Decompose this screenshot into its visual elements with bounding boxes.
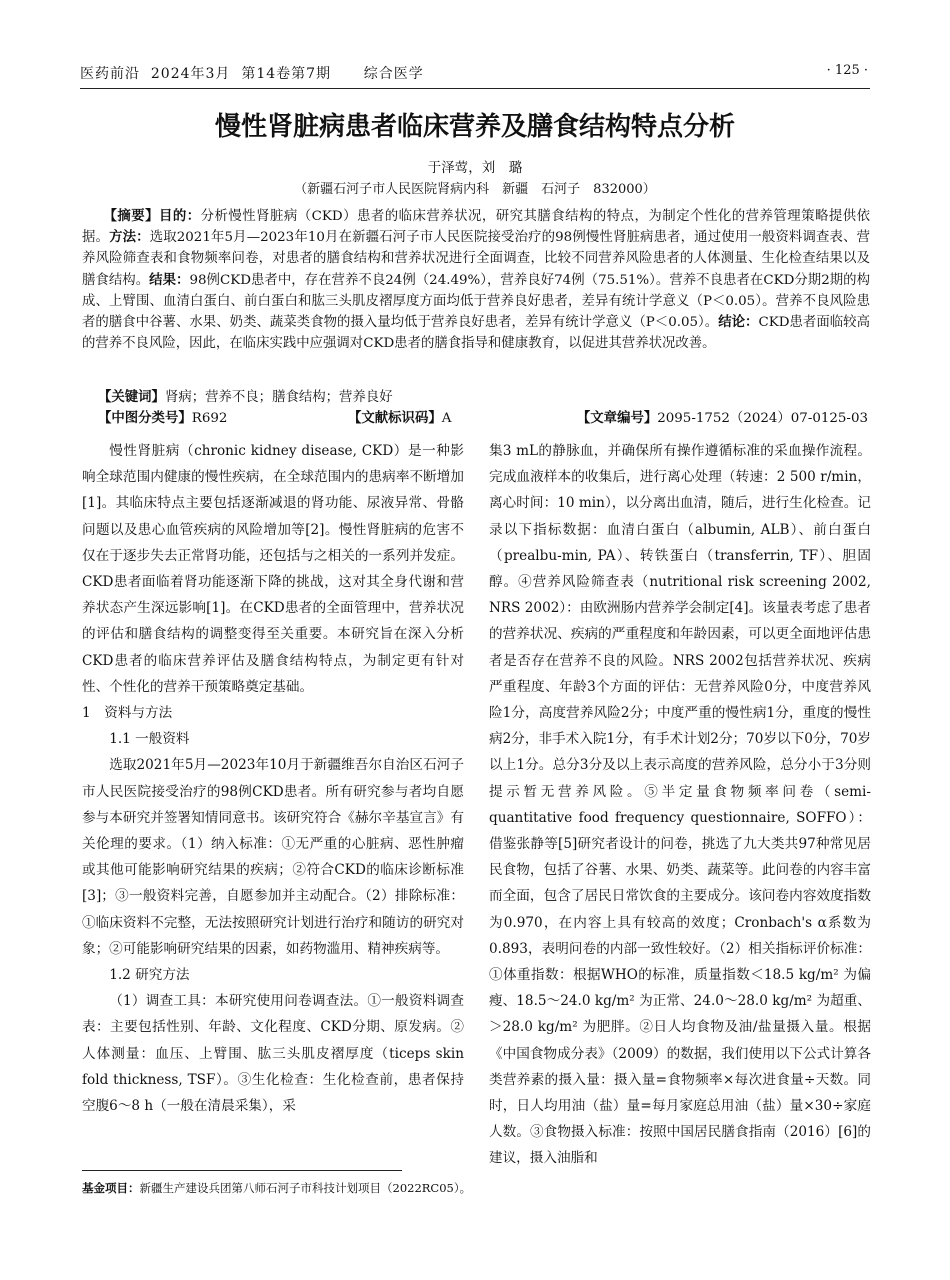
section-heading: 1 资料与方法 [82, 705, 173, 722]
body-paragraph: 集3 mL的静脉血，并确保所有操作遵循标准的采血操作流程。完成血液样本的收集后，进行离心处理（转速：2 500 r/min，离心时间：10 min），以分离出血清，随后，进行生化检查。记录以下指标数据：血清白蛋白（albumin, ALB）、前白蛋白（prealbu-min, PA）、转铁蛋白（transferrin, TF）、胆固醇。④营养风险筛查表（nutritional risk screening 2002, NRS 2002）：由欧洲肠内营养学会制定[4]。该量表考虑了患者的营养状况、疾病的严重程度和年龄因素，可以更全面地评估患者是否存在营养不良的风险。NRS 2002包括营养状况、疾病严重程度、年龄3个方面的评估：无营养风险0分，中度营养风险1分，高度营养风险2分；中度严重的慢性病1分，重度的慢性病2分，非手术入院1分，有手术计划2分；70岁以下0分，70岁以上1分。总分3分及以上表示高度的营养风险，总分小于3分则提示暂无营养风险。⑤半定量食物频率问卷（semi-quantitative food frequency questionnaire, SOFFO）：借鉴张静等[5]研究者设计的问卷，挑选了九大类共97种常见居民食物，包括了谷薯、水果、奶类、蔬菜等。此问卷的内容丰富而全面，包含了居民日常饮食的主要成分。该问卷内容效度指数为0.970，在内容上具有较高的效度；Cronbach's α系数为0.893，表明问卷的内部一致性较好。（2）相关指标评价标准：①体重指数：根据WHO的标准，质量指数＜18.5 kg/m² 为偏瘦、18.5～24.0 kg/m² 为正常、24.0～28.0 kg/m² 为超重、＞28.0 kg/m² 为肥胖。②日人均食物及油/盐量摄入量。根据《中国食物成分表》（2009）的数据，我们使用以下公式计算各类营养素的摄入量：摄入量=食物频率×每次进食量÷天数。同时，日人均用油（盐）量=每月家庭总用油（盐）量×30÷家庭人数。③食物摄入标准：按照中国居民膳食指南（2016）[6]的建议，摄入油脂和 [489, 443, 871, 1167]
article-label: 【文章编号】 [576, 410, 658, 426]
keywords-text: 肾病；营养不良；膳食结构；营养良好 [164, 390, 393, 405]
clc-label: 【中图分类号】 [98, 410, 192, 426]
doc-code [348, 407, 451, 426]
doc-label: 【文献标识码】 [348, 410, 442, 426]
subsection-heading: 1.1 一般资料 [109, 731, 190, 748]
intro-paragraph: 慢性肾脏病（chronic kidney disease, CKD）是一种影响全球范围内健康的慢性疾病，在全球范围内的患病率不断增加[1]。其临床特点主要包括逐渐减退的肾功能、尿液异常、骨骼问题以及患心血管疾病的风险增加等[2]。慢性肾脏病的危害不仅在于逐步失去正常肾功能，还包括与之相关的一系列并发症。CKD患者面临着肾功能逐渐下降的挑战，这对其全身代谢和营养状态产生深远影响[1]。在CKD患者的全面管理中，营养状况的评估和膳食结构的调整变得至关重要。本研究旨在深入分析CKD患者的临床营养评估及膳食结构特点，为制定更有针对性、个性化的营养干预策略奠定基础。 [82, 443, 464, 695]
abstract-methods: 选取2021年5月—2023年10月在新疆石河子市人民医院接受治疗的98例慢性肾脏病患者，通过使用一般资料调查表、营养风险筛查表和食物频率问卷，对患者的膳食结构和营养状况进行全面调查，比较不同营养风险患者的人体测量、生化检查结果以及膳食结构。 [82, 230, 870, 288]
abstract [82, 206, 870, 354]
page-number: · 125 · [826, 63, 868, 78]
subsection-heading: 1.2 研究方法 [109, 967, 190, 984]
abstract-label: 【摘要】 [103, 208, 159, 224]
article-value: 2095-1752（2024）07-0125-03 [657, 411, 868, 426]
funding-text: 新疆生产建设兵团第八师石河子市科技计划项目（2022RC05）。 [139, 1181, 472, 1195]
body-paragraph: （1）调查工具：本研究使用问卷调查法。①一般资料调查表：主要包括性别、年龄、文化程度、CKD分期、原发病。②人体测量：血压、上臂围、肱三头肌皮褶厚度（ticeps skin fold thickness, TSF）。③生化检查：生化检查前，患者保持空腹6～8 h（一般在清晨采集），采 [82, 993, 464, 1115]
article-number [577, 407, 868, 426]
methods-label: 方法： [109, 229, 150, 246]
doc-value: A [441, 411, 452, 426]
clc-code [98, 407, 227, 426]
body-column-left [82, 438, 464, 1119]
abstract-results: 98例CKD患者中，存在营养不良24例（24.49%），营养良好74例（75.51%）。营养不良患者在CKD分期2期的构成、上臂围、血清白蛋白、前白蛋白和肱三头肌皮褶厚度方面均低于营养良好患者，差异有统计学意义（P＜0.05）。营养不良风险患者的膳食中谷薯、水果、奶类、蔬菜类食物的摄入量均低于营养良好患者，差异有统计学意义（P＜0.05）。 [82, 272, 871, 331]
abstract-objective: 分析慢性肾脏病（CKD）患者的临床营养状况，研究其膳食结构的特点，为制定个性化的营养管理策略提供依据。 [82, 209, 871, 246]
affiliation: （新疆石河子市人民医院肾病内科 新疆 石河子 832000） [294, 182, 656, 197]
article-title: 慢性肾脏病患者临床营养及膳食结构特点分析 [214, 112, 735, 142]
funding-note [82, 1180, 471, 1196]
journal-header: 医药前沿 2024年3月 第14卷第7期 综合医学 [80, 66, 424, 82]
classification-row [98, 407, 868, 429]
body-column-right [489, 438, 871, 1172]
objective-label: 目的： [158, 208, 201, 224]
header-rule [80, 88, 870, 89]
results-label: 结果： [149, 271, 190, 288]
funding-label: 基金项目： [82, 1181, 140, 1195]
abstract-conclusion: CKD患者面临较高的营养不良风险，因此，在临床实践中应强调对CKD患者的膳食指导和健康教育，以促进其营养状况改善。 [82, 315, 870, 352]
keywords [98, 386, 393, 405]
footnote-rule [82, 1170, 402, 1171]
keywords-label: 【关键词】 [98, 389, 165, 405]
conclusion-label: 结论： [718, 314, 759, 331]
authors: 于泽莺，刘 璐 [427, 160, 523, 176]
clc-value: R692 [191, 411, 228, 426]
body-paragraph: 选取2021年5月—2023年10月于新疆维吾尔自治区石河子市人民医院接受治疗的98例CKD患者。所有研究参与者均自愿参与本研究并签署知情同意书。该研究符合《赫尔辛基宣言》有关伦理的要求。（1）纳入标准：①无严重的心脏病、恶性肿瘤或其他可能影响研究结果的疾病；②符合CKD的临床诊断标准[3]；③一般资料完善，自愿参加并主动配合。（2）排除标准：①临床资料不完整，无法按照研究计划进行治疗和随访的研究对象；②可能影响研究结果的因素，如药物滥用、精神疾病等。 [82, 757, 464, 957]
